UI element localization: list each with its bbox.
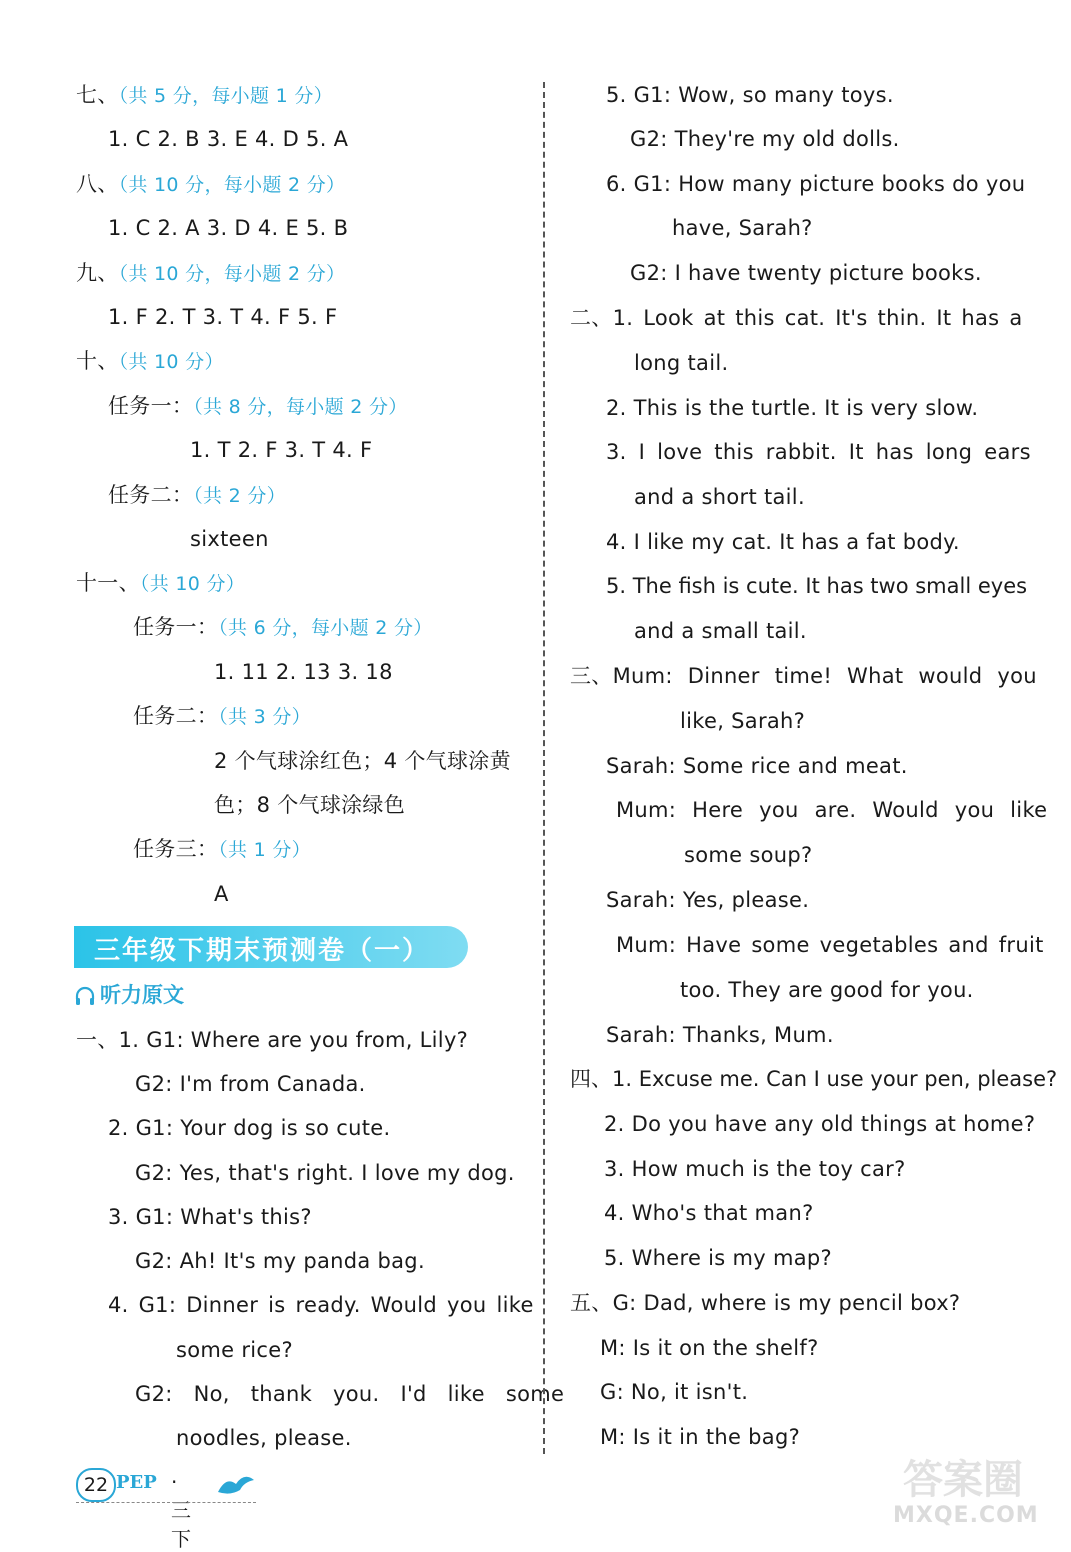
s11-task-3-heading: 任务三：（共 1 分） — [133, 837, 311, 861]
section-7-heading: 七、（共 5 分，每小题 1 分） — [76, 83, 333, 107]
exam-title-banner — [74, 926, 468, 968]
transcript-line: 3. G1: What's this? — [108, 1205, 312, 1229]
transcript-line: G2: Yes, that's right. I love my dog. — [135, 1161, 515, 1185]
watermark-url: MXQE.COM — [893, 1503, 1039, 1528]
listening-label-text: 听力原文 — [100, 983, 184, 1007]
transcript-line: some rice? — [176, 1338, 293, 1362]
transcript-line: 5. G1: Wow, so many toys. — [606, 83, 894, 107]
column-divider — [543, 82, 545, 1454]
transcript-line: 6. G1: How many picture books do you — [606, 172, 1026, 196]
transcript-line: G2: No, thank you. I'd like some — [135, 1382, 565, 1406]
transcript-line: 5. The fish is cute. It has two small eyes — [606, 574, 1028, 598]
series-logo: PEP — [116, 1472, 157, 1493]
section-9-answers: 1. F 2. T 3. T 4. F 5. F — [108, 305, 338, 329]
transcript-line: 5. Where is my map? — [604, 1246, 832, 1270]
s11-task-2-answer-line1: 2 个气球涂红色；4 个气球涂黄 — [214, 749, 511, 773]
transcript-line: and a short tail. — [634, 485, 805, 509]
transcript-line: 2. Do you have any old things at home? — [604, 1112, 1036, 1136]
transcript-line: like, Sarah? — [680, 709, 806, 733]
transcript-line: Sarah: Some rice and meat. — [606, 754, 908, 778]
s11-task-2-answer-line2: 色；8 个气球涂绿色 — [214, 793, 406, 817]
page-number: 22 — [76, 1468, 116, 1502]
transcript-line: 4. G1: Dinner is ready. Would you like — [108, 1293, 534, 1317]
transcript-line: some soup? — [684, 843, 813, 867]
s11-task-1-answers: 1. 11 2. 13 3. 18 — [214, 660, 393, 684]
task-2-heading: 任务二：（共 2 分） — [108, 483, 286, 507]
s11-task-1-heading: 任务一：（共 6 分，每小题 2 分） — [133, 615, 433, 639]
transcript-line: G: No, it isn't. — [600, 1380, 749, 1404]
transcript-line: have, Sarah? — [672, 216, 813, 240]
transcript-line: M: Is it in the bag? — [600, 1425, 801, 1449]
listening-transcript-label — [74, 980, 184, 1010]
transcript-line: 4. Who's that man? — [604, 1201, 814, 1225]
task-2-answer: sixteen — [190, 527, 269, 551]
transcript-line: G2: I'm from Canada. — [135, 1072, 366, 1096]
s11-task-3-answer: A — [214, 882, 229, 906]
bird-icon — [216, 1470, 256, 1502]
transcript-line: 2. This is the turtle. It is very slow. — [606, 396, 979, 420]
transcript-line: 五、G: Dad, where is my pencil box? — [570, 1291, 961, 1315]
transcript-line: G2: Ah! It's my panda bag. — [135, 1249, 425, 1273]
section-7-answers: 1. C 2. B 3. E 4. D 5. A — [108, 127, 349, 151]
transcript-line: Mum: Here you are. Would you like — [616, 798, 1048, 822]
section-8-answers: 1. C 2. A 3. D 4. E 5. B — [108, 216, 349, 240]
transcript-line: 三、Mum: Dinner time! What would you — [570, 664, 1037, 688]
section-9-heading: 九、（共 10 分，每小题 2 分） — [76, 261, 346, 285]
transcript-line: and a small tail. — [634, 619, 807, 643]
section-10-heading: 十、（共 10 分） — [76, 349, 224, 373]
transcript-line: 四、1. Excuse me. Can I use your pen, please? — [570, 1067, 1058, 1091]
watermark-text: 答案圈 — [903, 1457, 1023, 1503]
transcript-line: 3. I love this rabbit. It has long ears — [606, 440, 1031, 464]
s11-task-2-heading: 任务二：（共 3 分） — [133, 704, 311, 728]
section-11-heading: 十一、（共 10 分） — [76, 571, 246, 595]
task-1-heading: 任务一：（共 8 分，每小题 2 分） — [108, 394, 408, 418]
transcript-line: 3. How much is the toy car? — [604, 1157, 906, 1181]
watermark-logo — [893, 1448, 1063, 1528]
transcript-line: G2: They're my old dolls. — [630, 127, 900, 151]
transcript-line: too. They are good for you. — [680, 978, 974, 1002]
task-1-answers: 1. T 2. F 3. T 4. F — [190, 438, 373, 462]
transcript-line: 2. G1: Your dog is so cute. — [108, 1116, 391, 1140]
grade-label: ·三下 — [171, 1470, 191, 1551]
transcript-line: Sarah: Thanks, Mum. — [606, 1023, 834, 1047]
transcript-line: 二、1. Look at this cat. It's thin. It has a — [570, 306, 1023, 330]
transcript-line: 4. I like my cat. It has a fat body. — [606, 530, 960, 554]
transcript-line: Mum: Have some vegetables and fruit — [616, 933, 1044, 957]
transcript-line: M: Is it on the shelf? — [600, 1336, 819, 1360]
headphones-icon — [74, 983, 100, 1007]
transcript-line: long tail. — [634, 351, 729, 375]
transcript-line: Sarah: Yes, please. — [606, 888, 810, 912]
transcript-line: G2: I have twenty picture books. — [630, 261, 982, 285]
transcript-line: noodles, please. — [176, 1426, 352, 1450]
footer-rule — [76, 1502, 256, 1503]
exam-title: 三年级下期末预测卷（一） — [94, 936, 431, 966]
section-8-heading: 八、（共 10 分，每小题 2 分） — [76, 172, 346, 196]
transcript-line: 一、1. G1: Where are you from, Lily? — [76, 1028, 469, 1052]
